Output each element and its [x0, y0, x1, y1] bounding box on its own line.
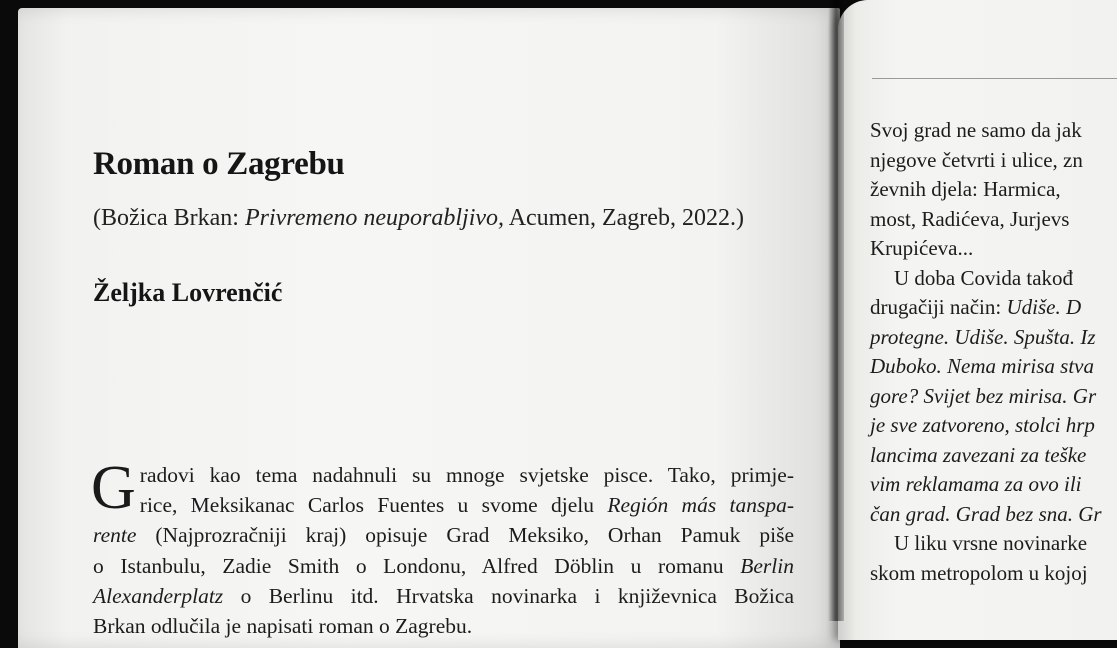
right-page-line [870, 441, 1117, 471]
right-page-line-text: protegne. Udiše. Spušta. Iz [870, 324, 1096, 349]
right-page-line [870, 323, 1117, 353]
body-text: o Istanbulu, Zadie Smith o Londonu, Alfred Döblin u romanu [93, 553, 741, 578]
right-page-line-text: skom metropolom u kojoj [870, 560, 1088, 585]
book-gutter [828, 0, 844, 621]
right-page-line-text: njegove četvrti i ulice, zn [870, 147, 1083, 172]
right-page-line [870, 234, 1117, 264]
right-page-line [870, 470, 1117, 500]
body-paragraph [91, 454, 794, 641]
body-italic-text: Berlin [740, 553, 794, 578]
author-name: Željka Lovrenčić [93, 278, 283, 307]
right-page-line [870, 559, 1117, 589]
body-line [93, 520, 794, 550]
body-line [93, 490, 794, 520]
right-page-line [870, 116, 1117, 146]
body-line [93, 611, 794, 641]
book-reference-title: Privremeno neuporabljivo, [244, 205, 505, 231]
right-page-line [870, 529, 1117, 559]
right-page-line-text: gore? Svijet bez mirisa. Gr [870, 383, 1097, 408]
body-text: rice, Meksikanac Carlos Fuentes u svome djelu [139, 493, 608, 518]
book-reference [93, 205, 744, 232]
right-page-line [870, 146, 1117, 176]
header-rule [872, 78, 1117, 79]
right-page-line-text: vim reklamama za ovo ili [870, 472, 1082, 496]
right-page-line-text: most, Radićeva, Jurjevs [870, 206, 1070, 231]
right-page-line [870, 205, 1117, 235]
right-page-line-text: Duboko. Nema mirisa stva [870, 354, 1094, 378]
body-text: radovi kao tema nadahnuli su mnoge svjetske pisce. Tako, primje- [139, 463, 794, 487]
right-page-line-italic: Udiše. D [1006, 295, 1082, 319]
body-line [93, 551, 794, 581]
drop-cap: G [91, 454, 136, 522]
right-page-line [870, 382, 1117, 412]
right-page-line [870, 175, 1117, 205]
body-italic-text: Alexanderplatz [93, 583, 224, 608]
book-reference-suffix: Acumen, Zagreb, 2022.) [504, 205, 744, 231]
right-page-line-text: lancima zavezani za teške [870, 442, 1087, 467]
right-page-line-text: ževnih djela: Harmica, [870, 177, 1061, 201]
right-page-line [870, 293, 1117, 323]
right-page-line-text: drugačiji način: [870, 295, 1007, 319]
body-italic-text: Región más tanspa- [607, 493, 794, 518]
right-page-line-text: U doba Covida takođ [894, 265, 1074, 290]
body-text: (Najprozračniji kraj) opisuje Grad Meksiko, Orhan Pamuk piše [136, 523, 794, 548]
right-page-line-text: čan grad. Grad bez sna. Gr [870, 501, 1102, 526]
book-reference-prefix: (Božica Brkan: [93, 205, 245, 231]
right-page-line [870, 500, 1117, 530]
right-page-line-text: Svoj grad ne samo da jak [870, 118, 1082, 142]
body-text: o Berlinu itd. Hrvatska novinarka i književnica Božica [223, 583, 794, 608]
right-page-line [870, 352, 1117, 382]
body-line [93, 460, 794, 490]
body-line [93, 581, 794, 611]
right-page-line [870, 411, 1117, 441]
body-italic-text: rente [93, 523, 137, 548]
article-title: Roman o Zagrebu [93, 146, 345, 182]
right-page-line [870, 264, 1117, 294]
right-page-line-text: Krupićeva... [870, 236, 974, 260]
right-page-line-text: je sve zatvoreno, stolci hrp [870, 413, 1095, 437]
body-text: Brkan odlučila je napisati roman o Zagrebu. [93, 613, 473, 638]
right-page-text [870, 116, 1117, 588]
right-page-line-text: U liku vrsne novinarke [894, 531, 1088, 555]
